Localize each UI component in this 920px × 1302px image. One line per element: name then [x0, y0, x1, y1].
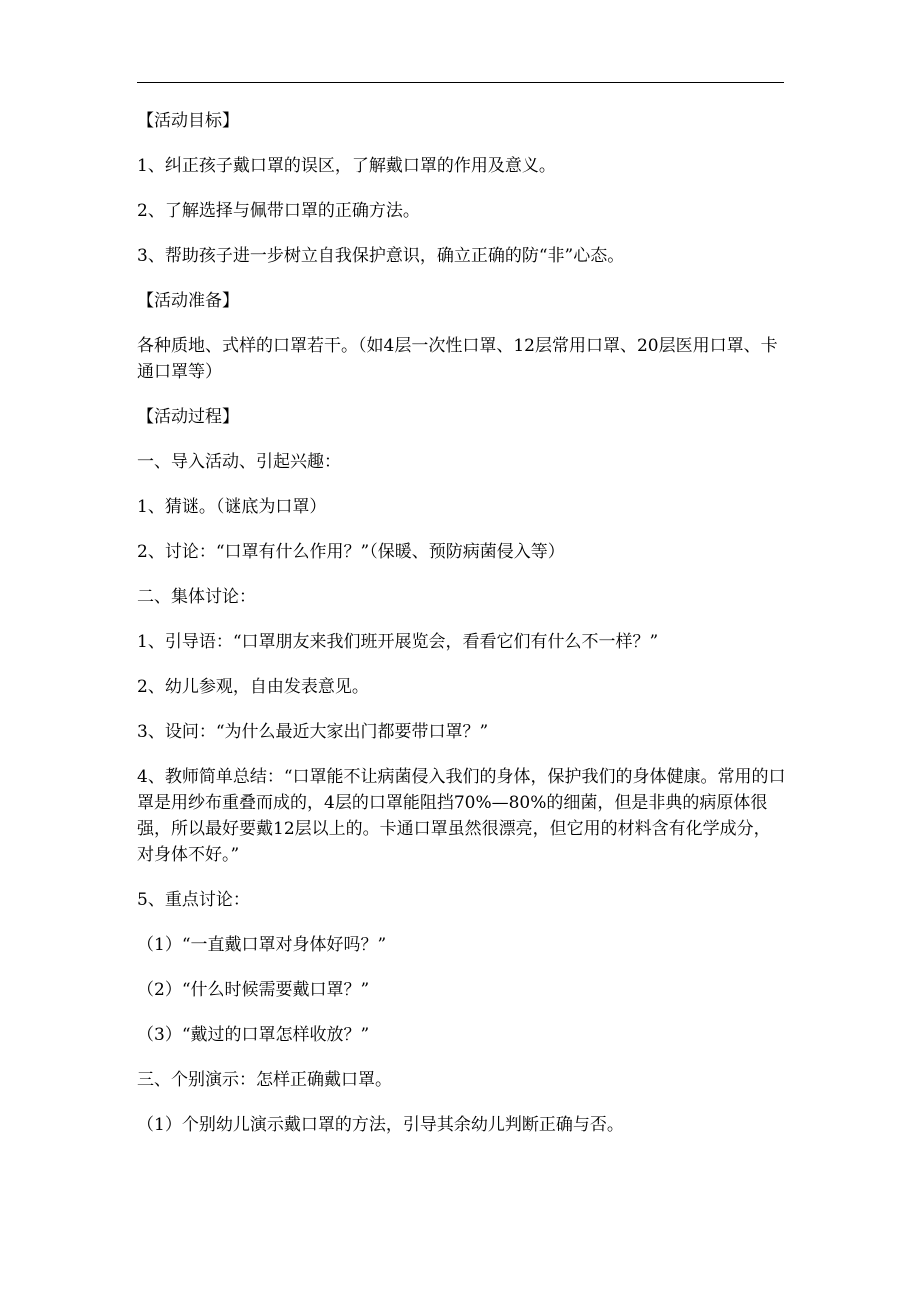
process-part-2-item-1: 1、引导语：“口罩朋友来我们班开展览会，看看它们有什么不一样？” [137, 632, 659, 652]
process-part-3-item-1: （1）个别幼儿演示戴口罩的方法，引导其余幼儿判断正确与否。 [137, 1115, 624, 1135]
goal-item-1: 1、纠正孩子戴口罩的误区，了解戴口罩的作用及意义。 [137, 156, 556, 176]
process-part-1-item-1: 1、猜谜。（谜底为口罩） [137, 497, 327, 517]
goal-item-3: 3、帮助孩子进一步树立自我保护意识，确立正确的防“非”心态。 [137, 246, 625, 266]
discussion-question-2: （2）“什么时候需要戴口罩？” [137, 980, 370, 1000]
header-rule [137, 82, 784, 83]
process-part-2-item-3: 3、设问：“为什么最近大家出门都要带口罩？” [137, 722, 489, 742]
process-part-1-title: 一、导入活动、引起兴趣： [137, 452, 341, 472]
process-part-1-item-2: 2、讨论：“口罩有什么作用？”（保暖、预防病菌侵入等） [137, 542, 565, 562]
section-heading-goals: 【活动目标】 [137, 111, 239, 131]
goal-item-2: 2、了解选择与佩带口罩的正确方法。 [137, 201, 420, 221]
process-part-2-item-2: 2、幼儿参观，自由发表意见。 [137, 677, 369, 697]
process-part-2-title: 二、集体讨论： [137, 587, 256, 607]
process-part-3-title: 三、个别演示：怎样正确戴口罩。 [137, 1070, 392, 1090]
discussion-question-1: （1）“一直戴口罩对身体好吗？” [137, 935, 387, 955]
section-heading-process: 【活动过程】 [137, 407, 239, 427]
document-body [137, 108, 787, 1157]
discussion-question-3: （3）“戴过的口罩怎样收放？” [137, 1025, 370, 1045]
preparation-text: 各种质地、式样的口罩若干。（如4层一次性口罩、12层常用口罩、20层医用口罩、卡通口罩等） [137, 336, 778, 382]
section-heading-preparation: 【活动准备】 [137, 291, 239, 311]
process-part-2-item-4: 4、教师简单总结：“口罩能不让病菌侵入我们的身体，保护我们的身体健康。常用的口罩是用纱布重叠而成的，4层的口罩能阻挡70%—80%的细菌，但是非典的病原体很强，所以最好要戴12层以上的。卡通口罩虽然很漂亮，但它用的材料含有化学成分，对身体不好。” [137, 767, 786, 865]
process-part-2-item-5: 5、重点讨论： [137, 890, 250, 910]
